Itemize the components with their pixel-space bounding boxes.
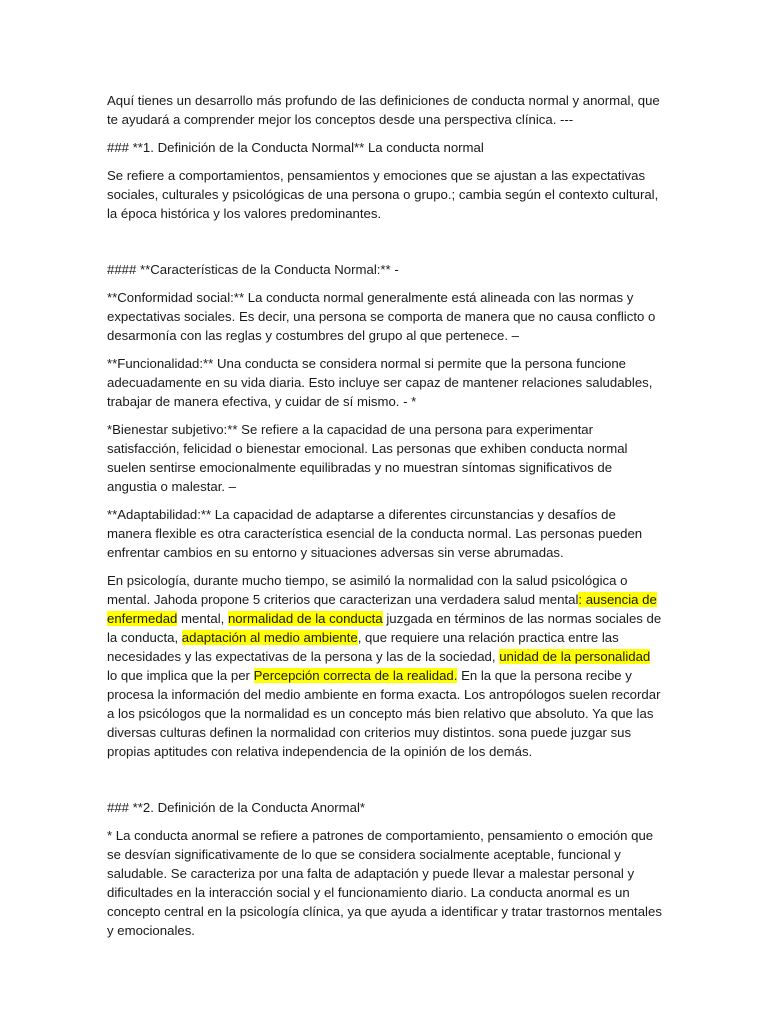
highlight-personality-unity: unidad de la personalidad (499, 649, 651, 664)
heading-normal-conduct: ### **1. Definición de la Conducta Normal** La conducta normal (107, 140, 484, 155)
definition-abnormal-paragraph: * La conducta anormal se refiere a patrones de comportamiento, pensamiento o emoción que se desvían significativamente de lo que se considera socialmente aceptable, funcional y saludable. Se caracteriza por una falta de adaptación y puede llevar a malestar personal y dificultades en la interacción social y el funcionamiento diario. La conducta anormal es un concepto central en la psicología clínica, ya que ayuda a identificar y tratar trastornos mentales y emocionales. (107, 828, 662, 938)
jahoda-text-2: mental, (177, 611, 228, 626)
definition-normal-paragraph: Se refiere a comportamientos, pensamientos y emociones que se ajustan a las expectativas sociales, culturales y psicológicas de una persona o grupo.; cambia según el contexto cultural, la época histórica y los valores predominantes. (107, 168, 659, 221)
heading-characteristics: #### **Características de la Conducta Normal:** - (107, 262, 399, 277)
jahoda-paragraph (107, 571, 663, 761)
blank-line (107, 770, 663, 798)
highlight-adaptation-environment: adaptación al medio ambiente (181, 630, 358, 645)
blank-line (107, 232, 663, 260)
heading-abnormal-conduct: ### **2. Definición de la Conducta Anormal* (107, 800, 366, 815)
jahoda-text-3: juzgada en términos de las normas sociales de la conducta, (107, 611, 662, 645)
jahoda-text-5: lo que implica que la per (107, 668, 254, 683)
jahoda-text-4: , que requiere una relación practica entre las necesidades y las expectativas de la persona y las de la sociedad, (107, 630, 619, 664)
document-page (107, 91, 663, 949)
highlight-correct-perception: Percepción correcta de la realidad. (253, 668, 458, 683)
functionality-paragraph: **Funcionalidad:** Una conducta se considera normal si permite que la persona funcione adecuadamente en su vida diaria. Esto incluye ser capaz de mantener relaciones saludables, trabajar de manera efectiva, y cuidar de sí mismo. - * (107, 356, 653, 409)
highlight-normal-conduct: normalidad de la conducta (227, 611, 383, 626)
highlight-absence-of-illness: : ausencia de enfermedad (107, 592, 657, 626)
jahoda-text-6: En la que la persona recibe y procesa la información del medio ambiente en forma exacta. Los antropólogos suelen recordar a los psicólogos que la normalidad es un concepto más bien relativo que absoluto. Ya que las diversas culturas definen la normalidad con criterios muy distintos. sona puede juzgar sus propias aptitudes con relativa independencia de la opinión de los demás. (107, 668, 661, 759)
adaptability-paragraph: **Adaptabilidad:** La capacidad de adaptarse a diferentes circunstancias y desafíos de manera flexible es otra característica esencial de la conducta normal. Las personas pueden enfrentar cambios en su entorno y situaciones adversas sin verse abrumadas. (107, 507, 643, 560)
wellbeing-paragraph: *Bienestar subjetivo:** Se refiere a la capacidad de una persona para experimentar satisfacción, felicidad o bienestar emocional. Las personas que exhiben conducta normal suelen sentirse emocionalmente equilibradas y no muestran síntomas significativos de angustia o malestar. – (107, 422, 628, 494)
conformity-paragraph: **Conformidad social:** La conducta normal generalmente está alineada con las normas y expectativas sociales. Es decir, una persona se comporta de manera que no causa conflicto o desarmonía con las reglas y costumbres del grupo al que pertenece. – (107, 290, 656, 343)
intro-paragraph: Aquí tienes un desarrollo más profundo de las definiciones de conducta normal y anormal, que te ayudará a comprender mejor los conceptos desde una perspectiva clínica. --- (107, 93, 660, 127)
jahoda-text-1: En psicología, durante mucho tiempo, se asimiló la normalidad con la salud psicológica o mental. Jahoda propone 5 criterios que caracterizan una verdadera salud mental (107, 573, 628, 607)
